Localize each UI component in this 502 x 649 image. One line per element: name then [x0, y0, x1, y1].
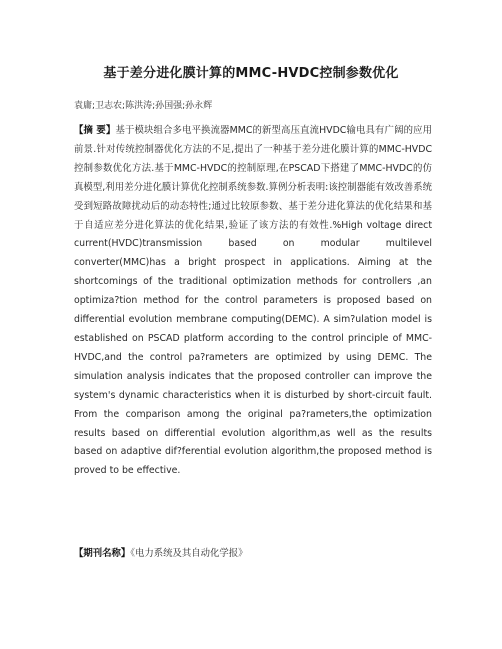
journal-line [74, 545, 247, 559]
abstract-block [74, 122, 432, 481]
paper-title: 基于差分进化膜计算的MMC-HVDC控制参数优化 [103, 66, 399, 81]
journal-label: 【期刊名称】 [74, 548, 131, 559]
abstract-text: 基于模块组合多电平换流器MMC的新型高压直流HVDC输电具有广阔的应用前景.针对传统控制器优化方法的不足,提出了一种基于差分进化膜计算的MMC-HVDC控制参数优化方法.基于MMC-HVDC的控制原理,在PSCAD下搭建了MMC-HVDC的仿真模型,利用差分进化膜计算优化控制系统参数.算例分析表明:该控制器能有效改善系统受到短路故障扰动后的动态特性;通过比较原参数、基于差分进化算法的优化结果和基于自适应差分进化算法的优化结果,验证了该方法的有效性.%High voltage direct current(HVDC)transmission based on modular multilevel converter(MMC)has a bright prospect in applications. Aiming at the shortcomings of the traditional optimization methods for controllers ,an optimiza?tion method for the control parameters is proposed based on differential evolution membrane computing(DEMC). A sim?ulation model is established on PSCAD platform according to the control principle of MMC-HVDC,and the control pa?rameters are optimized by using DEMC. The simulation analysis indicates that the proposed controller can improve the system's dynamic characteristics when it is disturbed by short-circuit fault. From the comparison among the original pa?rameters,the optimization results based on differential evolution algorithm,as well as the results based on adaptive dif?ferential evolution algorithm,the proposed method is proved to be effective. [74, 125, 432, 477]
author-list: 袁庸;卫志农;陈洪涛;孙国强;孙永辉 [74, 101, 213, 111]
abstract-label: 【摘 要】 [74, 125, 116, 136]
journal-name: 《电力系统及其自动化学报》 [130, 548, 248, 559]
